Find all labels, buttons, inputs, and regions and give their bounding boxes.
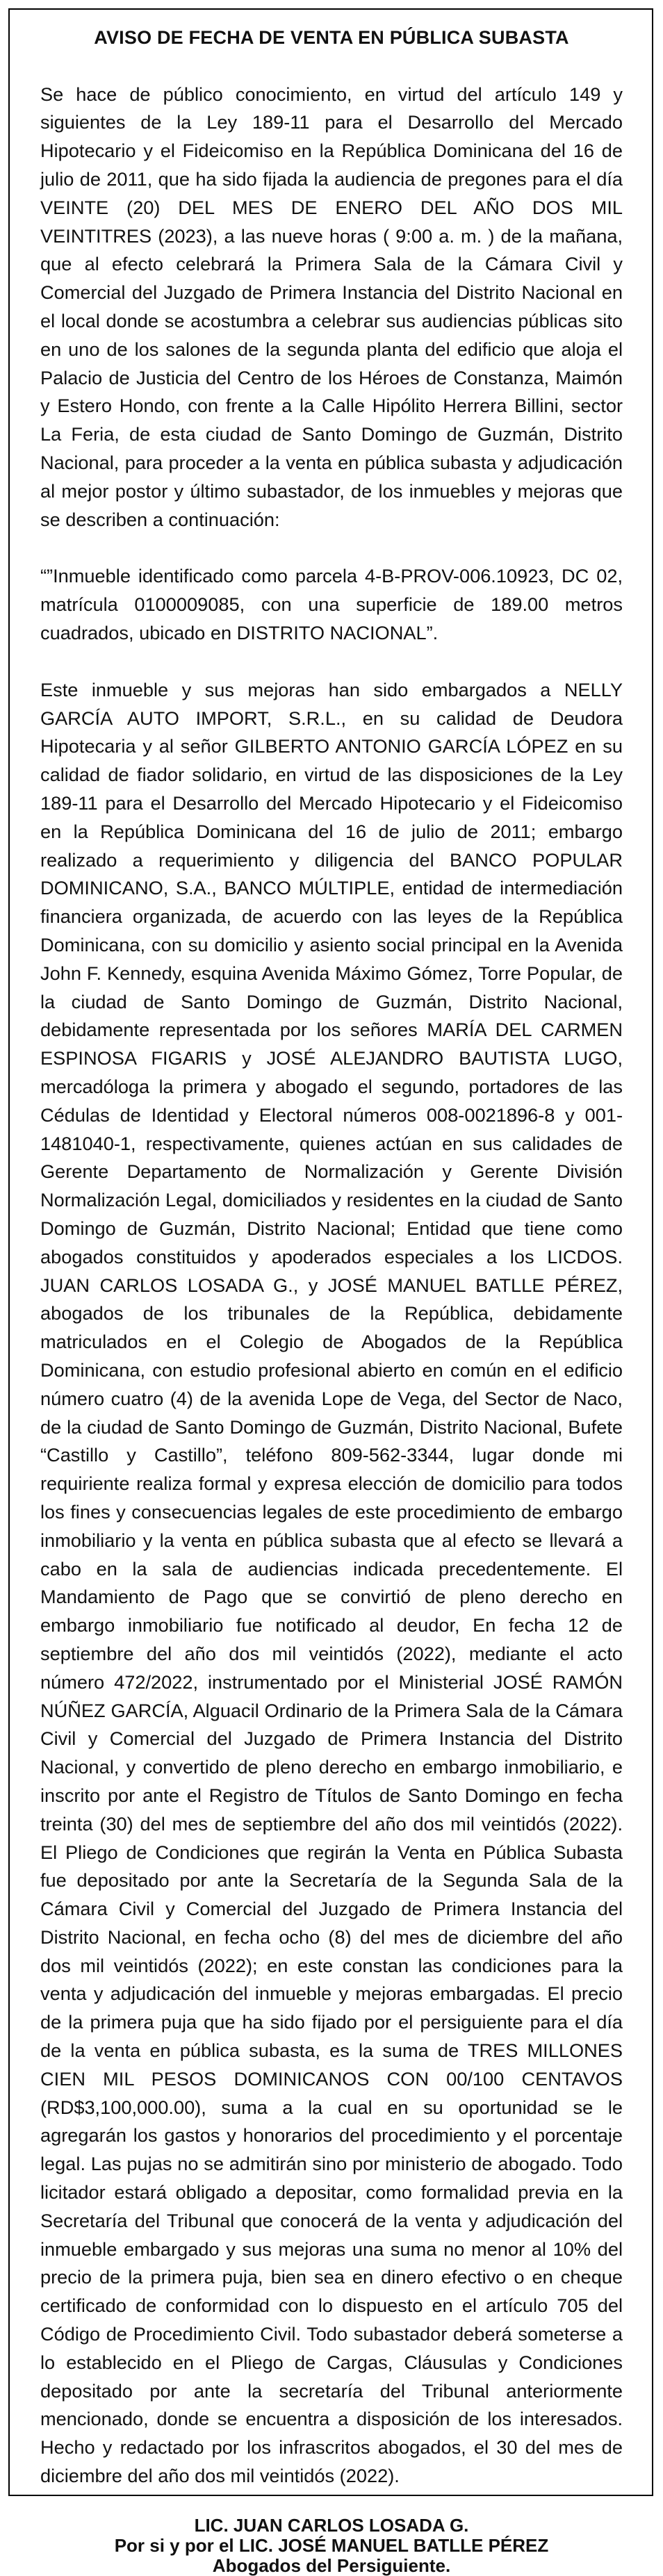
- intro-paragraph: Se hace de público conocimiento, en virtud del artículo 149 y siguientes de la Ley 189-11 para el Desarrollo del Mercado Hipotecario y el Fideicomiso en la República Dominicana del 16 de julio de 2011, que ha sido fijada la audiencia de pregones para el día VEINTE (20) DEL MES DE ENERO DEL AÑO DOS MIL VEINTITRES (2023), a las nueve horas ( 9:00 a. m. ) de la mañana, que al efecto celebrará la Primera Sala de la Cámara Civil y Comercial del Juzgado de Primera Instancia del Distrito Nacional en el local donde se acostumbra a celebrar sus audiencias públicas sito en uno de los salones de la segunda planta del edificio que aloja el Palacio de Justicia del Centro de los Héroes de Constanza, Maimón y Estero Hondo, con frente a la Calle Hipólito Herrera Billini, sector La Feria, de esta ciudad de Santo Domingo de Guzmán, Distrito Nacional, para proceder a la venta en pública subasta y adjudicación al mejor postor y último subastador, de los inmuebles y mejoras que se describen a continuación:: [40, 83, 623, 530]
- seizure-details-paragraph: Este inmueble y sus mejoras han sido embargados a NELLY GARCÍA AUTO IMPORT, S.R.L., en su calidad de Deudora Hipotecaria y al señor GILBERTO ANTONIO GARCÍA LÓPEZ en su calidad de fiador solidario, en virtud de las disposiciones de la Ley 189-11 para el Desarrollo del Mercado Hipotecario y el Fideicomiso en la República Dominicana del 16 de julio de 2011; embargo realizado a requerimiento y diligencia del BANCO POPULAR DOMINICANO, S.A., BANCO MÚLTIPLE, entidad de intermediación financiera organizada, de acuerdo con las leyes de la República Dominicana, con su domicilio y asiento social principal en la Avenida John F. Kennedy, esquina Avenida Máximo Gómez, Torre Popular, de la ciudad de Santo Domingo de Guzmán, Distrito Nacional, debidamente representada por los señores MARÍA DEL CARMEN ESPINOSA FIGARIS y JOSÉ ALEJANDRO BAUTISTA LUGO, mercadóloga la primera y abogado el segundo, portadores de las Cédulas de Identidad y Electoral números 008-0021896-8 y 001-1481040-1, respectivamente, quienes actúan en sus calidades de Gerente Departamento de Normalización y Gerente División Normalización Legal, domiciliados y residentes en la ciudad de Santo Domingo de Guzmán, Distrito Nacional; Entidad que tiene como abogados constituidos y apoderados especiales a los LICDOS. JUAN CARLOS LOSADA G., y JOSÉ MANUEL BATLLE PÉREZ, abogados de los tribunales de la República, debidamente matriculados en el Colegio de Abogados de la República Dominicana, con estudio profesional abierto en común en el edificio número cuatro (4) de la avenida Lope de Vega, del Sector de Naco, de la ciudad de Santo Domingo de Guzmán, Distrito Nacional, Bufete “Castillo y Castillo”, teléfono 809-562-3344, lugar donde mi requiriente realiza formal y expresa elección de domicilio para todos los fines y consecuencias legales de este procedimiento de embargo inmobiliario y la venta en pública subasta que al efecto se llevará a cabo en la sala de audiencias indicada precedentemente. El Mandamiento de Pago que se convirtió de pleno derecho en embargo inmobiliario fue notificado al deudor, En fecha 12 de septiembre del año dos mil veintidós (2022), mediante el acto número 472/2022, instrumentado por el Ministerial JOSÉ RAMÓN NÚÑEZ GARCÍA, Alguacil Ordinario de la Primera Sala de la Cámara Civil y Comercial del Juzgado de Primera Instancia del Distrito Nacional, y convertido de pleno derecho en embargo inmobiliario, e inscrito por ante el Registro de Títulos de Santo Domingo en fecha treinta (30) del mes de septiembre del año dos mil veintidós (2022). El Pliego de Condiciones que regirán la Venta en Pública Subasta fue depositado por ante la Secretaría de la Segunda Sala de la Cámara Civil y Comercial del Juzgado de Primera Instancia del Distrito Nacional, en fecha ocho (8) del mes de diciembre del año dos mil veintidós (2022); en este constan las condiciones para la venta y adjudicación del inmueble y mejoras embargadas. El precio de la primera puja que ha sido fijado por el persiguiente para el día de la venta en pública subasta, es la suma de TRES MILLONES CIEN MIL PESOS DOMINICANOS CON 00/100 CENTAVOS (RD$3,100,000.00), suma a la cual en su oportunidad se le agregarán los gastos y honorarios del procedimiento y el porcentaje legal. Las pujas no se admitirán sino por ministerio de abogado. Todo licitador estará obligado a depositar, como formalidad previa en la Secretaría del Tribunal que conocerá de la venta y adjudicación del inmueble embargado y sus mejoras una suma no menor al 10% del precio de la primera puja, bien sea en dinero efectivo o en cheque certificado de conformidad con lo dispuesto en el artículo 705 del Código de Procedimiento Civil. Todo subastador deberá someterse a lo establecido en el Pliego de Cargas, Cláusulas y Condiciones depositado por ante la secretaría del Tribunal anteriormente mencionado, donde se encuentra a disposición de los interesados. Hecho y redactado por los infrascritos abogados, el 30 del mes de diciembre del año dos mil veintidós (2022).: [40, 678, 623, 2487]
- signature-secondary-attorney: Por si y por el LIC. JOSÉ MANUEL BATLLE PÉREZ: [114, 2534, 549, 2556]
- signature-primary-attorney: LIC. JUAN CARLOS LOSADA G.: [194, 2514, 469, 2536]
- signature-role: Abogados del Persiguiente.: [212, 2555, 451, 2576]
- property-description-paragraph: “”Inmueble identificado como parcela 4-B-PROV-006.10923, DC 02, matrícula 0100009085, con una superficie de 189.00 metros cuadrados, ubicado en DISTRITO NACIONAL”.: [40, 565, 623, 644]
- signature-block: [40, 2516, 623, 2576]
- legal-notice: [40, 28, 623, 2576]
- notice-title: AVISO DE FECHA DE VENTA EN PÚBLICA SUBASTA: [94, 27, 569, 48]
